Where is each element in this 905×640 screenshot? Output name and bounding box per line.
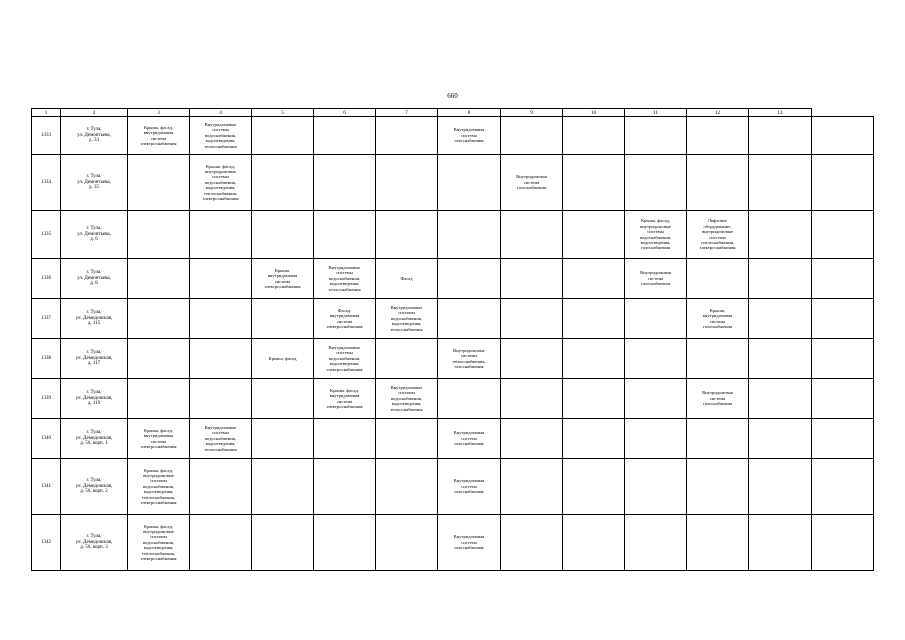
work-cell: [190, 515, 252, 571]
work-cell: [314, 515, 376, 571]
work-cell: [625, 459, 687, 515]
work-cell: [812, 515, 874, 571]
work-cell: [812, 117, 874, 155]
work-cell: [625, 339, 687, 379]
work-cell: [749, 379, 812, 419]
work-cell: Крыша, фасад, внутридомовая система электроснабжения: [314, 379, 376, 419]
work-cell: [314, 459, 376, 515]
table-row: [32, 299, 874, 339]
work-cell: [687, 155, 749, 211]
work-cell: [252, 459, 314, 515]
column-header: 3: [128, 109, 190, 117]
work-cell: [563, 211, 625, 259]
work-cell: [563, 379, 625, 419]
work-cell: Внутридомовые системы теплоснабжения, газоснабжения: [438, 339, 501, 379]
column-header: 5: [252, 109, 314, 117]
work-cell: Крыша, фасад, внутридомовые системы водоснабжения, водоотведения, теплоснабжения, электроснабжения: [190, 155, 252, 211]
address-cell: г. Тула, ул. Демонтьева, д. 35: [61, 155, 128, 211]
work-cell: [812, 259, 874, 299]
work-cell: [501, 515, 563, 571]
work-cell: Внутридомовая система газоснабжения: [625, 259, 687, 299]
work-cell: [252, 379, 314, 419]
row-number-cell: 1337: [32, 299, 61, 339]
work-cell: Внутридомовые системы водоснабжения, водоотведения, теплоснабжения: [376, 379, 438, 419]
work-cell: Внутридомовая система газоснабжения: [438, 419, 501, 459]
column-header: 2: [61, 109, 128, 117]
work-cell: [128, 339, 190, 379]
work-cell: [252, 211, 314, 259]
work-cell: [438, 379, 501, 419]
address-cell: г. Тула, ул. Демидовская, д. 56, корп. 1: [61, 419, 128, 459]
row-number-cell: 1336: [32, 259, 61, 299]
column-header: 12: [687, 109, 749, 117]
work-cell: [812, 459, 874, 515]
work-cell: [438, 259, 501, 299]
work-cell: Крыша, внутридомовая система электроснабжения: [252, 259, 314, 299]
work-cell: Крыша, фасад, внутридомовые системы водоснабжения, водоотведения, теплоснабжения, электроснабжения: [128, 459, 190, 515]
column-header: 1: [32, 109, 61, 117]
column-header: 11: [625, 109, 687, 117]
work-cell: Внутридомовая система газоснабжения: [687, 379, 749, 419]
work-cell: [190, 259, 252, 299]
work-cell: [749, 515, 812, 571]
work-cell: [501, 419, 563, 459]
work-cell: Внутридомовые системы водоснабжения, водоотведения, теплоснабжения: [190, 419, 252, 459]
work-cell: Лифтовое оборудование, внутридомовые системы теплоснабжения, электроснабжения: [687, 211, 749, 259]
work-cell: Крыша, фасад, внутридомовая система электроснабжения: [128, 419, 190, 459]
table-row: [32, 459, 874, 515]
work-cell: [252, 515, 314, 571]
work-cell: Внутридомовая система газоснабжения: [438, 515, 501, 571]
table-row: [32, 117, 874, 155]
work-cell: [190, 299, 252, 339]
schedule-table: [31, 108, 874, 571]
row-number-cell: 1338: [32, 339, 61, 379]
row-number-cell: 1340: [32, 419, 61, 459]
column-header: 8: [438, 109, 501, 117]
table-row: [32, 515, 874, 571]
row-number-cell: 1333: [32, 117, 61, 155]
work-cell: [687, 459, 749, 515]
work-cell: Внутридомовая система газоснабжения: [438, 459, 501, 515]
page-number: 660: [447, 92, 458, 100]
work-cell: [128, 211, 190, 259]
table-row: [32, 155, 874, 211]
work-cell: [438, 155, 501, 211]
work-cell: [190, 339, 252, 379]
work-cell: Внутридомовая система газоснабжения: [501, 155, 563, 211]
work-cell: [749, 155, 812, 211]
address-cell: г. Тула, ул. Демидовская, д. 56, корп. 3: [61, 515, 128, 571]
work-cell: [501, 211, 563, 259]
work-cell: [501, 117, 563, 155]
work-cell: [812, 211, 874, 259]
work-cell: [812, 339, 874, 379]
work-cell: [376, 117, 438, 155]
work-cell: [190, 379, 252, 419]
column-header: 13: [749, 109, 812, 117]
work-cell: [190, 211, 252, 259]
work-cell: [128, 259, 190, 299]
work-cell: [563, 117, 625, 155]
work-cell: [563, 155, 625, 211]
work-cell: [625, 419, 687, 459]
column-header: 10: [563, 109, 625, 117]
table-row: [32, 379, 874, 419]
work-cell: [563, 339, 625, 379]
work-cell: [252, 299, 314, 339]
work-cell: [438, 299, 501, 339]
work-cell: [625, 155, 687, 211]
work-cell: [314, 211, 376, 259]
work-cell: [749, 419, 812, 459]
row-number-cell: 1341: [32, 459, 61, 515]
work-cell: [376, 515, 438, 571]
work-cell: [190, 459, 252, 515]
work-cell: [812, 299, 874, 339]
address-cell: г. Тула, ул. Демидовская, д. 56, корп. 2: [61, 459, 128, 515]
work-cell: [625, 379, 687, 419]
work-cell: [128, 155, 190, 211]
work-cell: [438, 211, 501, 259]
work-cell: [128, 299, 190, 339]
work-cell: Крыша, фасад, внутридомовая система электроснабжения: [128, 117, 190, 155]
column-header: 7: [376, 109, 438, 117]
work-cell: [687, 339, 749, 379]
work-cell: [501, 459, 563, 515]
work-cell: [625, 515, 687, 571]
table-row: [32, 211, 874, 259]
work-cell: [314, 155, 376, 211]
header-row: [32, 109, 874, 117]
row-number-cell: 1342: [32, 515, 61, 571]
work-cell: [252, 155, 314, 211]
row-number-cell: 1335: [32, 211, 61, 259]
address-cell: г. Тула, ул. Демидовская, д. 117: [61, 339, 128, 379]
work-cell: [749, 299, 812, 339]
work-cell: Фасад, внутридомовая система электроснабжения: [314, 299, 376, 339]
work-cell: [687, 419, 749, 459]
work-cell: [252, 419, 314, 459]
work-cell: [749, 117, 812, 155]
work-cell: [749, 211, 812, 259]
work-cell: [812, 379, 874, 419]
work-cell: [314, 117, 376, 155]
work-cell: [376, 155, 438, 211]
column-header: 4: [190, 109, 252, 117]
work-cell: Крыша, фасад, внутридомовые системы водоснабжения, водоотведения, теплоснабжения, электроснабжения: [128, 515, 190, 571]
work-cell: [625, 117, 687, 155]
work-cell: [563, 515, 625, 571]
table-row: [32, 339, 874, 379]
work-cell: [501, 339, 563, 379]
table-row: [32, 259, 874, 299]
work-cell: [252, 117, 314, 155]
work-cell: [687, 515, 749, 571]
work-cell: [376, 419, 438, 459]
column-header: 6: [314, 109, 376, 117]
work-cell: Внутридомовые системы водоснабжения, водоотведения, теплоснабжения: [376, 299, 438, 339]
row-number-cell: 1334: [32, 155, 61, 211]
address-cell: г. Тула, ул. Демидовская, д. 115: [61, 299, 128, 339]
work-cell: [625, 299, 687, 339]
work-cell: [749, 459, 812, 515]
address-cell: г. Тула, ул. Демидовская, д. 119: [61, 379, 128, 419]
work-cell: [749, 259, 812, 299]
row-number-cell: 1339: [32, 379, 61, 419]
work-cell: [563, 459, 625, 515]
address-cell: г. Тула, ул. Демонтьева, д. 8: [61, 259, 128, 299]
work-cell: [501, 299, 563, 339]
work-cell: [812, 155, 874, 211]
address-cell: г. Тула, ул. Демонтьева, д. 33: [61, 117, 128, 155]
work-cell: Внутридомовые системы водоснабжения, водоотведения, теплоснабжения: [190, 117, 252, 155]
work-cell: Крыша, фасад: [252, 339, 314, 379]
work-cell: [501, 259, 563, 299]
work-cell: Крыша, фасад, внутридомовые системы водоснабжения, водоотведения, газоснабжения: [625, 211, 687, 259]
work-cell: Крыша, внутридомовая система газоснабжения: [687, 299, 749, 339]
work-cell: [314, 419, 376, 459]
work-cell: [812, 419, 874, 459]
work-cell: Внутридомовая система газоснабжения: [438, 117, 501, 155]
address-cell: г. Тула, ул. Демонтьева, д. 6: [61, 211, 128, 259]
work-cell: [376, 339, 438, 379]
work-cell: Внутридомовые системы водоснабжения, водоотведения, электроснабжения: [314, 339, 376, 379]
work-cell: [687, 259, 749, 299]
work-cell: [687, 117, 749, 155]
work-cell: [563, 259, 625, 299]
work-cell: [501, 379, 563, 419]
work-cell: [563, 419, 625, 459]
column-header: 9: [501, 109, 563, 117]
work-cell: [563, 299, 625, 339]
work-cell: [128, 379, 190, 419]
table-row: [32, 419, 874, 459]
work-cell: [749, 339, 812, 379]
work-cell: Внутридомовые системы водоснабжения, водоотведения, теплоснабжения: [314, 259, 376, 299]
work-cell: [376, 459, 438, 515]
work-cell: Фасад: [376, 259, 438, 299]
work-cell: [376, 211, 438, 259]
